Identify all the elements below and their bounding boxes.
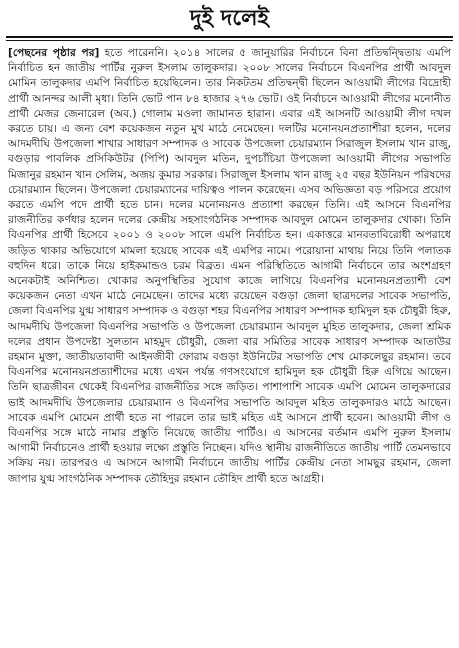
article-body-text: হতে পারেননি। ২০১৪ সালের ৫ জানুয়ারির নির্বাচনে বিনা প্রতিদ্বন্দ্বিতায় এমপি নির্বাচিত হন জাতীয় পার্টির নুরুল ইসলাম তালুকদার। ২০০৮ সালের নির্বাচনে বিএনপির প্রার্থী আবদুল মোমিন তালুকদার এমপি নির্বাচিত হয়েছিলেন। তার নিকটতম প্রতিদ্বন্দ্বী ছিলেন আওয়ামী লীগের বিদ্রোহী প্রার্থী আনন্দর আলী মৃধা। তিনি ভোট পান ৮৪ হাজার ২৭৬ ভোট। ওই নির্বাচনে আওয়ামী লীগের মনোনীত প্রার্থী মেজর জেনারেল (অব.) গোলাম মওলা জামানত হারান। এবার এই আসনটি আওয়ামী লীগ দখল করতে চায়। এ জন্য বেশ কয়েকজন নতুন মুখ মাঠে নেমেছেন। দলটির মনোনয়নপ্রত্যাশীরা হলেন, দলের আদমদীঘি উপজেলা শাখার সাধারণ সম্পাদক ও সাবেক উপজেলা চেয়ারম্যান সিরাজুল ইসলাম খান রাজু, বগুড়ার পাবলিক প্রসিকিউটর (পিপি) আবদুল মতিন, দুপচাঁচিয়া উপজেলা আওয়ামী লীগের সভাপতি মিজানুর রহমান খান সেলিম, অজয় কুমার সরকার। সিরাজুল ইসলাম খান রাজু ২৫ বছর ইউনিয়ন পরিষদের চেয়ারম্যান ছিলেন। উপজেলা চেয়ারম্যানের দায়িত্বও পালন করেছেন। এসব অভিজ্ঞতা বড় পরিসরে প্রয়োগ করতে এমপি পদে প্রার্থী হতে চান। দলের মনোনয়নও প্রত্যাশা করছেন তিনি। এই আসনে বিএনপির রাজনীতির কর্ণধার হলেন দলের কেন্দ্রীয় সহসাংগঠনিক সম্পাদক আবদুল মোমেন তালুকদার খোকা। তিনি বিএনপির প্রার্থী হিসেবে ২০০১ ও ২০০৮ সালে এমপি নির্বাচিত হন। একাত্তরে মানবতাবিরোধী অপরাধে জড়িত থাকার অভিযোগে মামলা হয়েছে সাবেক এই এমপির নামে। পরোয়ানা মাথায় নিয়ে তিনি পলাতক বহুদিন ধরে। তাকে নিয়ে হাইকমান্ডও চরম বিব্রত। এমন পরিস্থিতিতে আগামী নির্বাচনে তার অংশগ্রহণ অনেকটাই অনিশ্চিত। খোকার অনুপস্থিতির সুযোগ কাজে লাগিয়ে বিএনপির মনোনয়নপ্রত্যাশী বেশ কয়েকজন নেতা এখন মাঠে নেমেছেন। তাদের মধ্যে রয়েছেন বগুড়া জেলা ছাত্রদলের সাবেক সভাপতি, জেলা বিএনপির যুগ্ম সাধারণ সম্পাদক ও বগুড়া শহর বিএনপির সাধারণ সম্পাদক হামিদুল হক চৌধুরী হিরু, আদমদীঘি উপজেলা বিএনপির সভাপতি ও উপজেলা চেয়ারম্যান আবদুল মুহিত তালুকদার, জেলা শ্রমিক দলের প্রধান উপদেষ্টা সুলতান মাহমুদ চৌধুরী, জেলা বার সমিতির সাবেক সাধারণ সম্পাদক আতাউর রহমান মুক্তা, জাতীয়তাবাদী আইনজীবী ফোরাম বগুড়া ইউনিটের সভাপতি শেখ মোকলেছুর রহমান। তবে বিএনপির মনোনয়নপ্রত্যাশীদের মধ্যে এখন পর্যন্ত গণসংযোগে হামিদুল হক চৌধুরী হিরু এগিয়ে আছেন। তিনি ছাত্রজীবন থেকেই বিএনপির রাজনীতির সঙ্গে জড়িত। পাশাপাশি সাবেক এমপি মোমেন তালুকদারের ভাই আদমদীঘি উপজেলার চেয়ারম্যান ও বিএনপির সভাপতি আবদুল মহিত তালুকদারও মাঠে আছেন। সাবেক এমপি মোমেন প্রার্থী হতে না পারলে তার ভাই মহিত এই আসনে প্রার্থী হবেন। আওয়ামী লীগ ও বিএনপির সঙ্গে মাঠে নামার প্রস্তুতি নিয়েছে জাতীয় পার্টিও। এ আসনের বর্তমান এমপি নুরুল ইসলাম আগামী নির্বাচনেও প্রার্থী হওয়ার লক্ষ্যে প্রস্তুতি নিচ্ছেন। যদিও স্থানীয় রাজনীতিতে জাতীয় পার্টি তেমনভাবে সক্রিয় নয়। তারপরও এ আসনে আগামী নির্বাচনে জাতীয় পার্টির কেন্দ্রীয় নেতা সামছুর রহমান, জেলা জাপার যুগ্ম সাংগঠনিক সম্পাদক তৌহিদুর রহমান তৌহিদ প্রার্থী হতে আগ্রহী।	[8, 47, 451, 485]
continued-from-label: [পেছনের পৃষ্ঠার পর]	[8, 47, 100, 59]
article-body	[8, 46, 451, 644]
headline-divider	[6, 36, 453, 38]
headline-divider-thin	[6, 40, 453, 41]
article-headline: দুই দলেই	[190, 5, 269, 31]
